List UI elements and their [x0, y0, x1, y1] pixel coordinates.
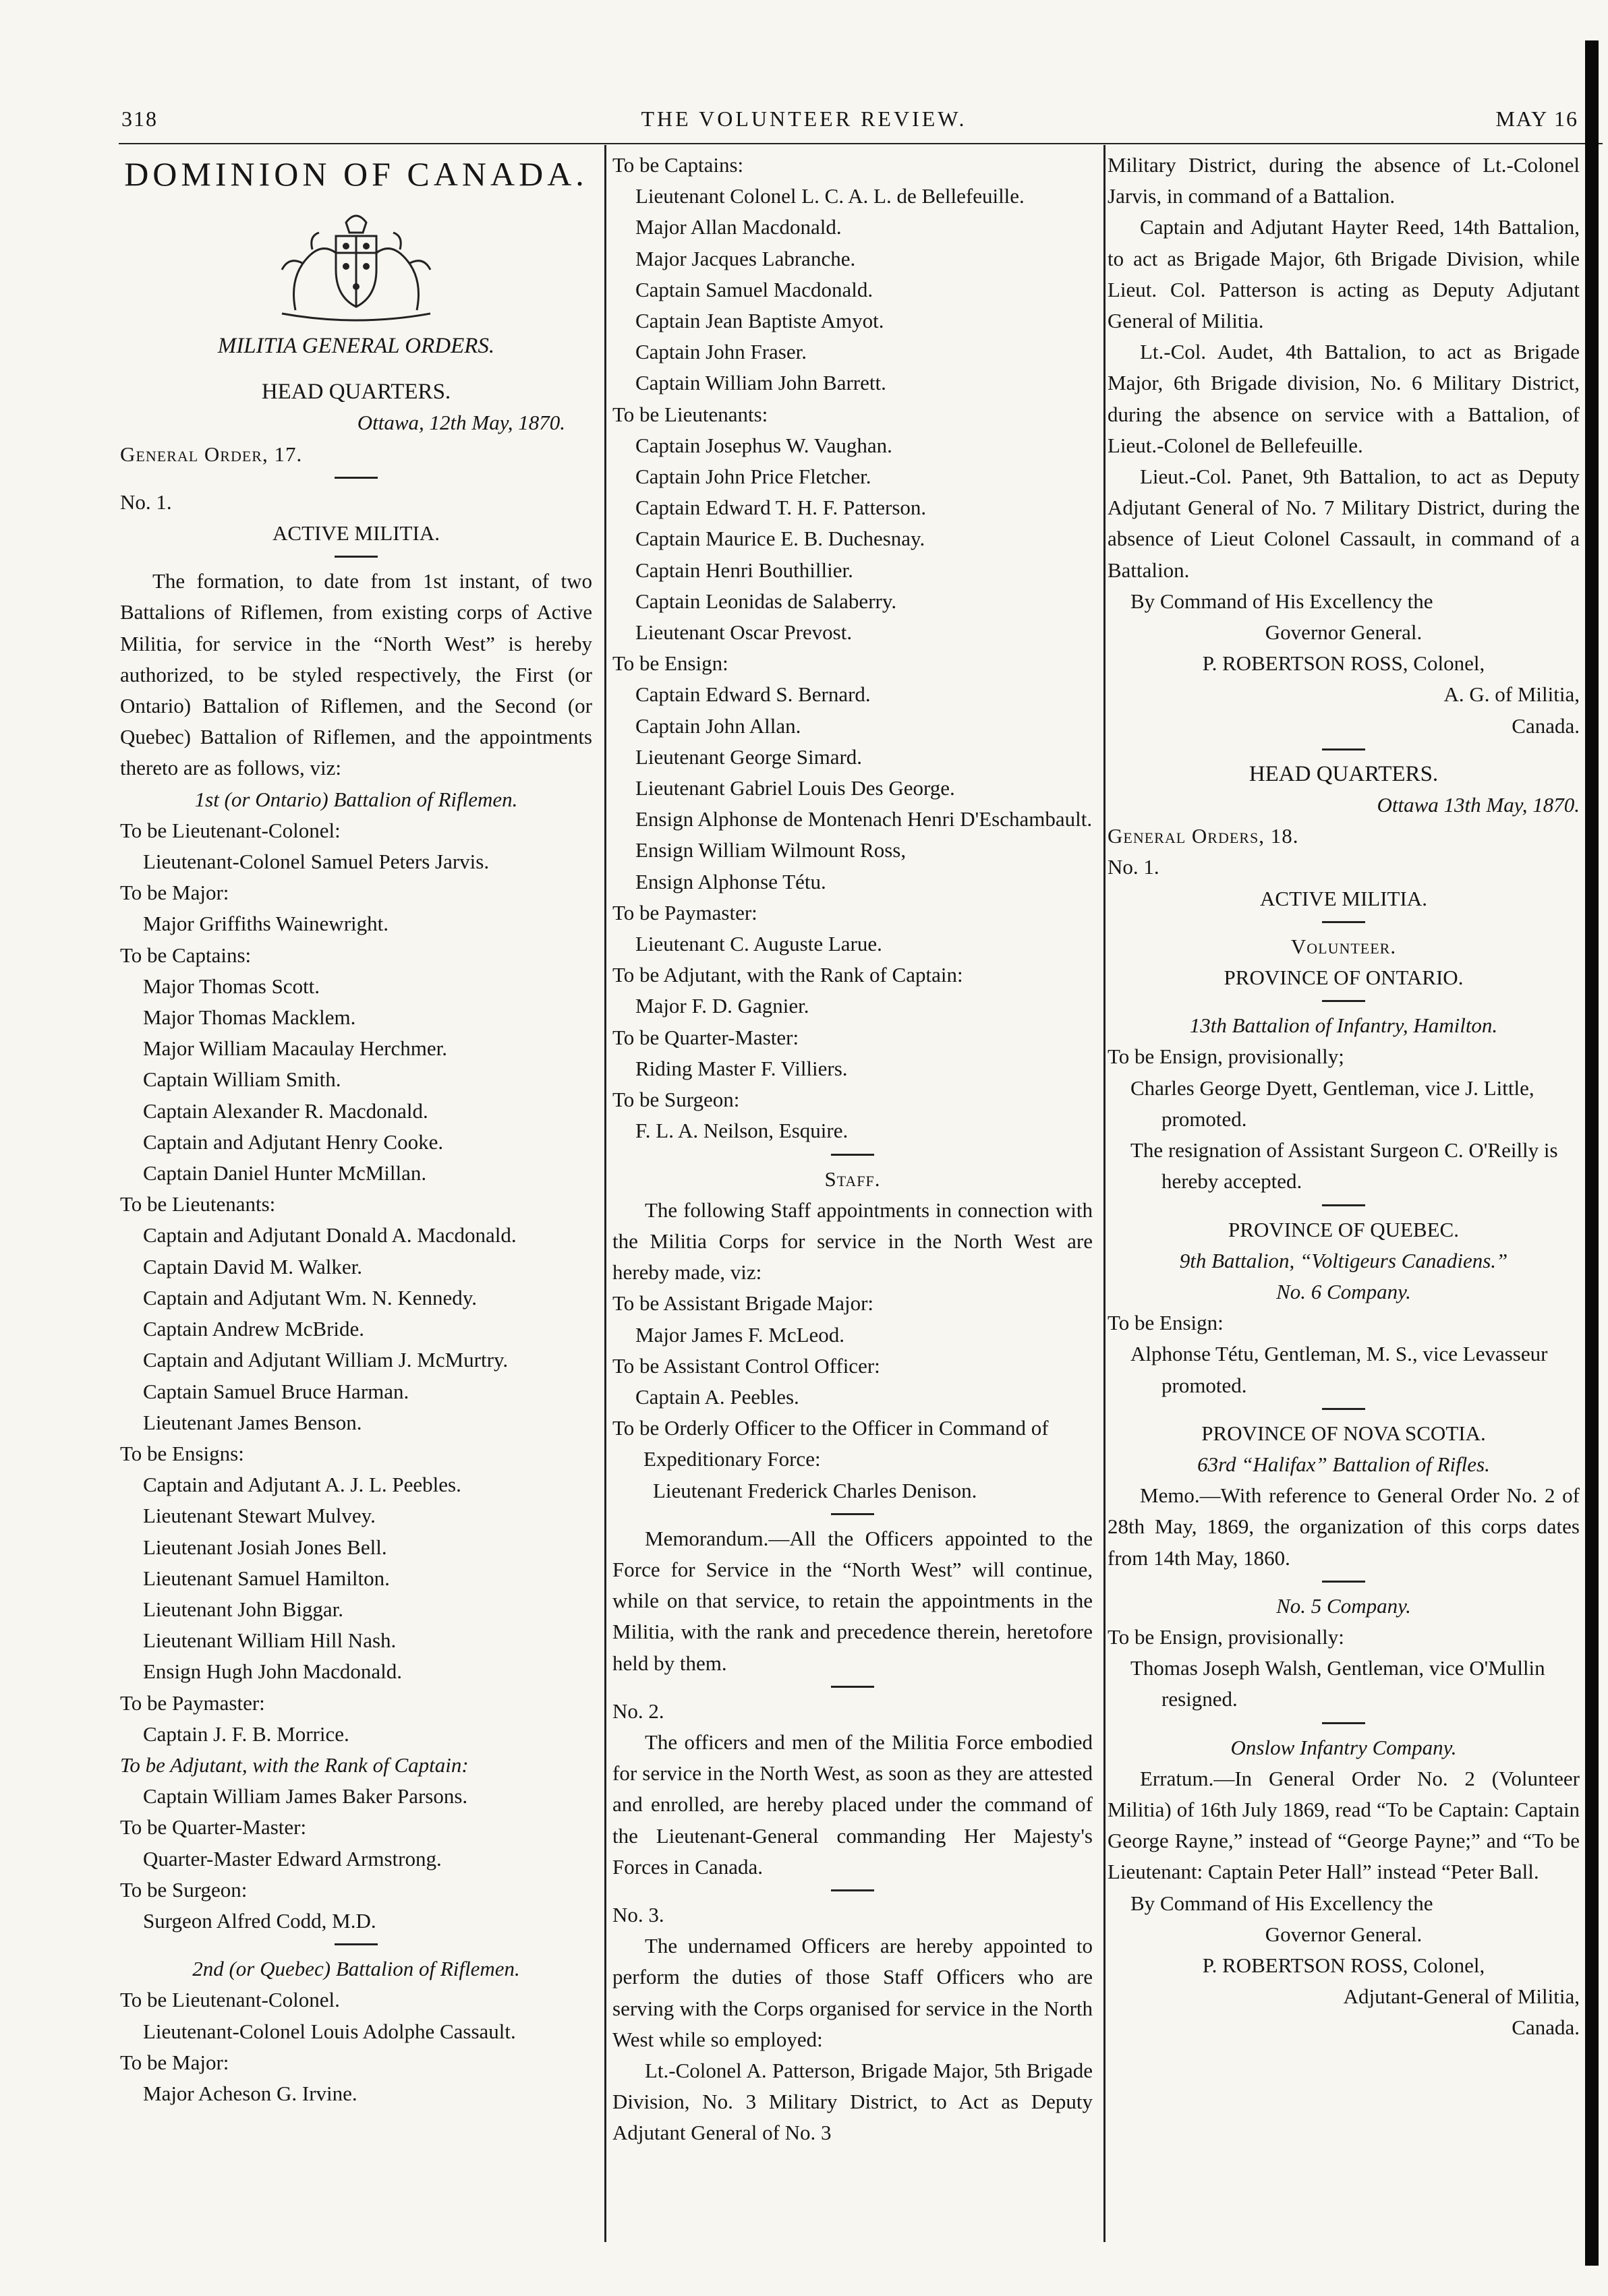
appointee: Ensign William Wilmount Ross, [635, 838, 907, 862]
appointee: Captain John Allan. [635, 713, 801, 738]
general-order: General Orders, 18. [1108, 824, 1299, 848]
appointee: Captain Samuel Bruce Harman. [143, 1379, 409, 1403]
paragraph: Lieut.-Col. Panet, 9th Battalion, to act as Deputy Adjutant General of No. 7 Military District, during the absence of Lieut Colonel Cassault, in command of a Battalion. [1108, 465, 1580, 582]
appointee: Lieutenant Samuel Hamilton. [143, 1566, 390, 1590]
appointee: Captain William James Baker Parsons. [143, 1784, 468, 1808]
paragraph: Captain and Adjutant Hayter Reed, 14th Battalion, to act as Brigade Major, 6th Brigade Division, while Lieut. Col. Patterson is acting as Deputy Adjutant General of Militia. [1108, 215, 1580, 333]
appointee: Captain William Smith. [143, 1067, 341, 1092]
paragraph: The formation, to date from 1st instant, of two Battalions of Riflemen, from existing corps of Active Militia, for service in the “North West” is hereby authorized, to be styled respectively, the First (or Ontario) Battalion of Riflemen, and the Second (or Quebec) Battalion of Riflemen, and the appointments thereto are as follows, viz: [120, 569, 592, 780]
rank-heading: To be Ensign: [612, 651, 728, 676]
appointee: Captain and Adjutant Donald A. Macdonald. [143, 1223, 517, 1247]
dateline: Ottawa, 12th May, 1870. [357, 411, 565, 435]
appointee: Lieutenant-Colonel Louis Adolphe Cassault. [143, 2019, 516, 2043]
appointee: Ensign Hugh John Macdonald. [143, 1659, 403, 1684]
battalion-heading: 2nd (or Quebec) Battalion of Riflemen. [192, 1957, 520, 1981]
subheading: ACTIVE MILITIA. [1260, 886, 1427, 910]
appointee: Lieutenant Josiah Jones Bell. [143, 1535, 387, 1559]
appointee: Captain William John Barrett. [635, 371, 886, 395]
appointee: Major Thomas Scott. [143, 974, 320, 998]
company-heading: No. 6 Company. [1276, 1279, 1411, 1303]
dateline: Ottawa 13th May, 1870. [1377, 793, 1580, 817]
rank-heading: To be Major: [120, 2050, 229, 2074]
appointee: Lieutenant-Colonel Samuel Peters Jarvis. [143, 850, 490, 874]
appointee: Captain David M. Walker. [143, 1254, 362, 1278]
province-heading: PROVINCE OF NOVA SCOTIA. [1201, 1421, 1486, 1445]
rank-heading: To be Adjutant, with the Rank of Captain: [612, 963, 963, 987]
rank-heading: To be Major: [120, 881, 229, 905]
signatory: P. ROBERTSON ROSS, Colonel, [1202, 1953, 1485, 1977]
rank-heading: To be Ensign, provisionally: [1108, 1624, 1344, 1649]
rank-heading: To be Assistant Control Officer: [612, 1353, 880, 1378]
appointee: Captain Daniel Hunter McMillan. [143, 1161, 427, 1185]
rank-heading: To be Lieutenants: [612, 402, 768, 426]
column-2 [612, 150, 1093, 2149]
appointee: Captain Andrew McBride. [143, 1317, 365, 1341]
battalion-heading: 13th Battalion of Infantry, Hamilton. [1189, 1013, 1498, 1038]
appointee: Captain and Adjutant Wm. N. Kennedy. [143, 1285, 478, 1309]
company-heading: Onslow Infantry Company. [1230, 1735, 1457, 1759]
rank-heading: To be Quarter-Master: [120, 1815, 307, 1839]
memorandum: Memorandum.—All the Officers appointed to the Force for Service in the “North West” will continue, while on that service, to retain the appointments in the Militia, with the rank and precedence therein, heretofore held by them. [612, 1526, 1093, 1675]
page-number: 318 [121, 107, 158, 131]
appointee: Lieutenant George Simard. [635, 744, 863, 769]
rank-heading: To be Assistant Brigade Major: [612, 1291, 874, 1316]
paragraph: The officers and men of the Militia Force embodied for service in the North West, as soon as they are attested and enrolled, are hereby placed under the command of the Lieutenant-General commanding Her Majesty's Forces in Canada. [612, 1730, 1093, 1879]
appointee: Captain Edward S. Bernard. [635, 682, 871, 707]
signatory-title: A. G. of Militia, [1443, 682, 1580, 707]
subheading: Volunteer. [1290, 934, 1397, 958]
appointee: Quarter-Master Edward Armstrong. [143, 1846, 442, 1871]
appointee: Lieutenant Colonel L. C. A. L. de Bellefeuille. [635, 184, 1025, 208]
rank-heading: To be Lieutenant-Colonel. [120, 1988, 340, 2012]
signatory: P. ROBERTSON ROSS, Colonel, [1202, 651, 1485, 676]
section-title: DOMINION OF CANADA. [124, 155, 588, 193]
appointee: Captain Edward T. H. F. Patterson. [635, 496, 927, 520]
appointee: Alphonse Tétu, Gentleman, M. S., vice Levasseur promoted. [1130, 1342, 1548, 1397]
appointee: Major F. D. Gagnier. [635, 994, 809, 1018]
appointee: Lieutenant James Benson. [143, 1410, 362, 1434]
appointee: Lieutenant Oscar Prevost. [635, 620, 853, 645]
appointee: Captain and Adjutant William J. McMurtry. [143, 1348, 509, 1372]
appointee: Captain Henri Bouthillier. [635, 558, 853, 582]
order-number: No. 3. [612, 1902, 664, 1926]
paragraph: The resignation of Assistant Surgeon C. O'Reilly is hereby accepted. [1130, 1138, 1558, 1194]
battalion-heading: 9th Battalion, “Voltigeurs Canadiens.” [1179, 1248, 1508, 1272]
column-rule [604, 145, 606, 2242]
rank-heading: To be Paymaster: [120, 1690, 265, 1715]
rank-heading: To be Captains: [120, 943, 252, 967]
appointee: Lieutenant William Hill Nash. [143, 1628, 397, 1653]
appointee: Captain Josephus W. Vaughan. [635, 433, 892, 457]
appointee: Ensign Alphonse de Montenach Henri D'Eschambault. [635, 807, 1093, 831]
rank-heading: To be Ensign: [1108, 1311, 1224, 1335]
appointee: Lieutenant Stewart Mulvey. [143, 1504, 376, 1528]
appointee: Captain Alexander R. Macdonald. [143, 1098, 428, 1123]
appointee: Major Jacques Labranche. [635, 246, 856, 270]
appointee: Captain A. Peebles. [635, 1384, 799, 1409]
paragraph: Military District, during the absence of Lt.-Colonel Jarvis, in command of a Battalion. [1108, 153, 1580, 208]
appointee: Major Allan Macdonald. [635, 215, 842, 239]
appointee: Captain and Adjutant A. J. L. Peebles. [143, 1473, 461, 1497]
memorandum: Memo.—With reference to General Order No. 2 of 28th May, 1869, the organization of this corps dates from 14th May, 1860. [1108, 1483, 1580, 1570]
rank-heading: To be Lieutenants: [120, 1192, 276, 1216]
appointee: Major William Macaulay Herchmer. [143, 1036, 447, 1061]
binding-edge [1585, 40, 1599, 2266]
signature-line: Governor General. [1265, 620, 1423, 645]
column-1 [120, 150, 592, 2109]
appointee: Major Griffiths Wainewright. [143, 912, 389, 936]
appointee: Thomas Joseph Walsh, Gentleman, vice O'Mullin resigned. [1130, 1656, 1545, 1711]
subheading: ACTIVE MILITIA. [272, 521, 440, 546]
appointee: Lieutenant Frederick Charles Denison. [653, 1478, 977, 1502]
appointee: Major Thomas Macklem. [143, 1005, 356, 1030]
appointee: Captain Leonidas de Salaberry. [635, 589, 897, 613]
appointee: Riding Master F. Villiers. [635, 1056, 848, 1080]
battalion-heading: 1st (or Ontario) Battalion of Riflemen. [194, 787, 518, 811]
rank-heading: To be Quarter-Master: [612, 1025, 799, 1049]
appointee: Lieutenant John Biggar. [143, 1597, 344, 1621]
header-rule [119, 143, 1603, 144]
signatory-title: Canada. [1512, 2015, 1580, 2040]
company-heading: No. 5 Company. [1276, 1593, 1411, 1618]
signature-line: By Command of His Excellency the [1130, 589, 1433, 613]
appointee: Captain John Price Fletcher. [635, 465, 871, 489]
appointee: Charles George Dyett, Gentleman, vice J. Little, promoted. [1130, 1076, 1534, 1131]
signature-line: Governor General. [1265, 1922, 1423, 1946]
paragraph: The following Staff appointments in connection with the Militia Corps for service in the North West are hereby made, viz: [612, 1198, 1093, 1285]
coat-of-arms-icon [255, 202, 457, 324]
order-number: No. 1. [1108, 855, 1159, 879]
signatory-title: Canada. [1512, 713, 1580, 738]
paragraph: Lt.-Colonel A. Patterson, Brigade Major, 5th Brigade Division, No. 3 Military District, to Act as Deputy Adjutant General of No. 3 [612, 2058, 1093, 2145]
appointee: Lieutenant C. Auguste Larue. [635, 932, 882, 956]
order-number: No. 2. [612, 1699, 664, 1723]
province-heading: PROVINCE OF ONTARIO. [1224, 966, 1464, 990]
hq-heading: HEAD QUARTERS. [261, 380, 451, 405]
general-order: General Order, 17. [120, 442, 303, 466]
appointee: F. L. A. Neilson, Esquire. [635, 1119, 849, 1143]
erratum: Erratum.—In General Order No. 2 (Volunteer Militia) of 16th July 1869, read “To be Captain: Captain George Rayne,” instead of “George Payne;” and “To be Lieutenant: Captain Peter Hall” instead “Peter Ball. [1108, 1766, 1580, 1884]
appointee: Captain Maurice E. B. Duchesnay. [635, 527, 925, 551]
province-heading: PROVINCE OF QUEBEC. [1228, 1217, 1459, 1241]
issue-date: MAY 16 [1495, 107, 1578, 131]
rank-heading: To be Lieutenant-Colonel: [120, 818, 341, 842]
rank-heading: To be Surgeon: [612, 1088, 740, 1112]
rank-heading: To be Adjutant, with the Rank of Captain: [120, 1753, 469, 1777]
hq-heading: HEAD QUARTERS. [1248, 761, 1439, 786]
rank-heading: To be Ensign, provisionally; [1108, 1044, 1344, 1069]
rank-heading: To be Orderly Officer to the Officer in Command of Expeditionary Force: [612, 1416, 1049, 1471]
paragraph: The undernamed Officers are hereby appointed to perform the duties of those Staff Officers who are serving with the Corps organised for service in the North West while so employed: [612, 1934, 1093, 2051]
rank-heading: To be Captains: [612, 153, 744, 177]
appointee: Major James F. McLeod. [635, 1322, 845, 1347]
appointee: Captain and Adjutant Henry Cooke. [143, 1129, 444, 1154]
appointee: Ensign Alphonse Tétu. [635, 869, 826, 893]
battalion-heading: 63rd “Halifax” Battalion of Rifles. [1197, 1452, 1490, 1476]
appointee: Captain John Fraser. [635, 340, 807, 364]
rank-heading: To be Paymaster: [612, 900, 757, 924]
signatory-title: Adjutant-General of Militia, [1343, 1984, 1580, 2009]
order-number: No. 1. [120, 490, 172, 514]
rank-heading: To be Ensigns: [120, 1441, 244, 1465]
column-rule [1103, 145, 1106, 2242]
signature-line: By Command of His Excellency the [1130, 1891, 1433, 1915]
newspaper-title: THE VOLUNTEER REVIEW. [641, 107, 967, 131]
orders-heading: MILITIA GENERAL ORDERS. [217, 334, 495, 358]
column-3 [1108, 150, 1580, 2044]
paragraph: Lt.-Col. Audet, 4th Battalion, to act as Brigade Major, 6th Brigade division, No. 6 Military District, during the absence on service with a Battalion, of Lieut.-Colonel de Bellefeuille. [1108, 340, 1580, 457]
subheading: Staff. [824, 1167, 881, 1191]
appointee: Surgeon Alfred Codd, M.D. [143, 1908, 376, 1933]
appointee: Lieutenant Gabriel Louis Des George. [635, 776, 955, 800]
appointee: Captain Jean Baptiste Amyot. [635, 309, 884, 333]
appointee: Captain Samuel Macdonald. [635, 277, 873, 301]
appointee: Major Acheson G. Irvine. [143, 2081, 357, 2105]
appointee: Captain J. F. B. Morrice. [143, 1721, 349, 1746]
rank-heading: To be Surgeon: [120, 1877, 248, 1902]
